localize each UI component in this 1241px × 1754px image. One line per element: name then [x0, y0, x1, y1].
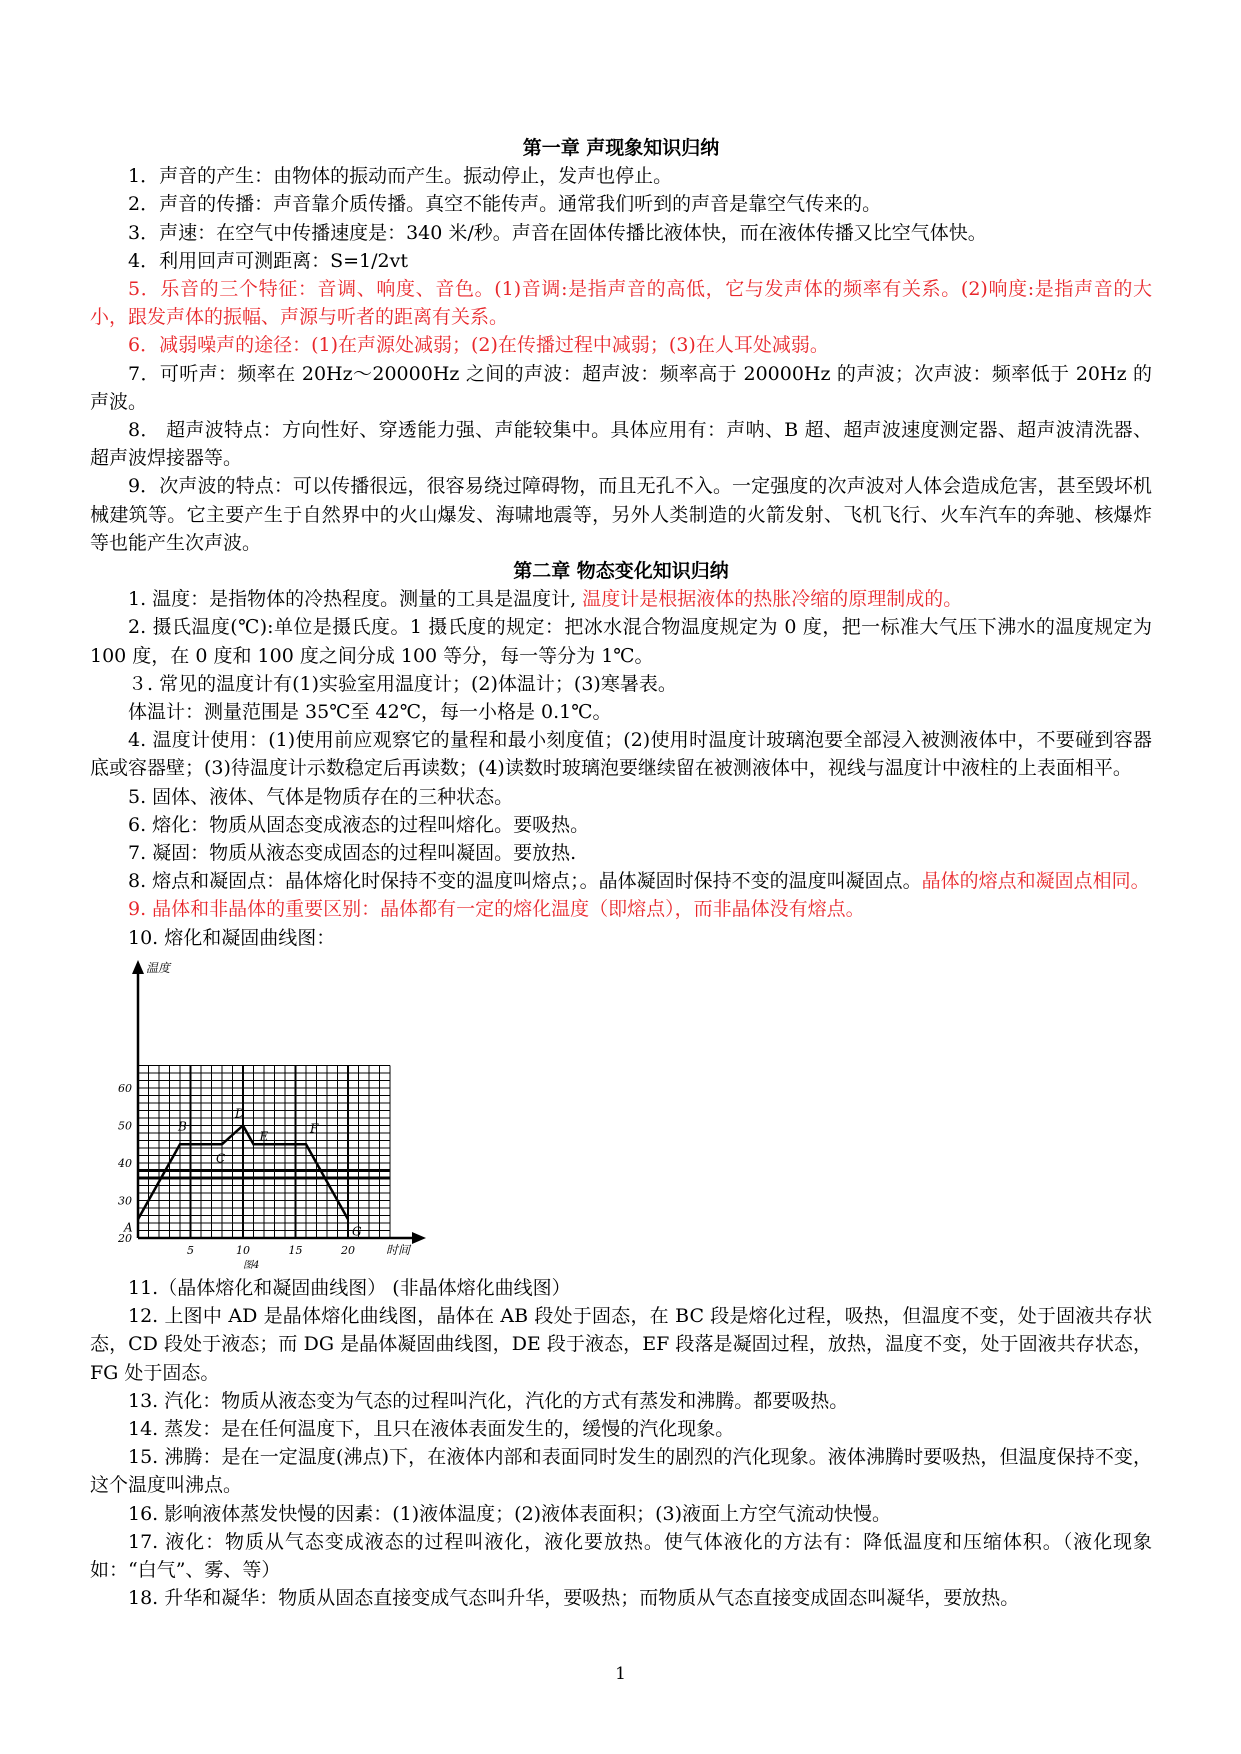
curve-point-label: F: [310, 1121, 319, 1136]
ch2-para-1-highlight: 温度计是根据液体的热胀冷缩的原理制成的。: [582, 588, 963, 611]
ch2-para-6: 6. 熔化：物质从固态变成液态的过程叫熔化。要吸热。: [128, 813, 590, 836]
x-axis-arrow-icon: [412, 1232, 426, 1244]
curve-point-label: B: [178, 1119, 187, 1134]
curve-point-label: G: [352, 1224, 362, 1239]
ch2-para-8: [90, 867, 1152, 895]
chart-caption: 图4: [243, 1259, 260, 1270]
x-tick-label: 5: [187, 1243, 194, 1257]
y-tick-label: 30: [118, 1194, 132, 1208]
ch2-para-3: ３. 常见的温度计有(1)实验室用温度计；(2)体温计；(3)寒暑表。: [128, 672, 677, 695]
ch2-para-15: 15. 沸腾：是在一定温度(沸点)下，在液体内部和表面同时发生的剧烈的汽化现象。液体沸腾时要吸热，但温度保持不变，这个温度叫沸点。: [90, 1446, 1152, 1497]
ch1-para-1: 1．声音的产生：由物体的振动而产生。振动停止，发声也停止。: [128, 165, 673, 188]
ch1-para-7: 7．可听声：频率在 20Hz～20000Hz 之间的声波：超声波：频率高于 20000Hz 的声波；次声波：频率低于 20Hz 的声波。: [90, 362, 1152, 413]
ch1-para-4: 4．利用回声可测距离：S=1/2vt: [128, 249, 408, 272]
chapter2-title: 第二章 物态变化知识归纳: [513, 560, 729, 583]
y-tick-label: 40: [118, 1156, 132, 1170]
document-body: [90, 134, 1152, 1612]
x-tick-label: 10: [236, 1243, 250, 1257]
ch2-para-14: 14. 蒸发：是在任何温度下，且只在液体表面发生的，缓慢的汽化现象。: [128, 1417, 735, 1440]
chart-xlabel: 时间: [386, 1242, 411, 1257]
y-tick-label: 20: [118, 1231, 132, 1245]
ch2-para-8-text: 8. 熔点和凝固点：晶体熔化时保持不变的温度叫熔点；。晶体凝固时保持不变的温度叫凝固点。: [128, 870, 922, 893]
melting-curve-chart: [118, 958, 548, 1270]
ch2-para-2: 2. 摄氏温度(℃):单位是摄氏度。1 摄氏度的规定：把冰水混合物温度规定为 0 度，把一标准大气压下沸水的温度规定为 100 度，在 0 度和 100 度之间分成 100 等分，每一等分为 1℃。: [90, 616, 1152, 667]
x-tick-label: 15: [288, 1243, 303, 1257]
ch2-para-4: 4. 温度计使用：(1)使用前应观察它的量程和最小刻度值；(2)使用时温度计玻璃泡要全部浸入被测液体中，不要碰到容器底或容器壁；(3)待温度计示数稳定后再读数；(4)读数时玻璃泡要继续留在被测液体中，视线与温度计中液柱的上表面相平。: [90, 729, 1152, 780]
chart-ylabel: 温度: [146, 960, 171, 975]
ch2-para-8-highlight: 晶体的熔点和凝固点相同。: [921, 870, 1150, 893]
x-tick-label: 20: [341, 1243, 355, 1257]
ch2-para-1-text: 1. 温度：是指物体的冷热程度。测量的工具是温度计,: [128, 588, 583, 611]
curve-point-label: C: [216, 1151, 226, 1166]
melting-curve-figure: [90, 954, 1152, 1274]
ch2-para-7: 7. 凝固：物质从液态变成固态的过程叫凝固。要放热.: [128, 842, 577, 865]
curve-point-label: E: [259, 1129, 269, 1144]
ch2-para-11: 11.（晶体熔化和凝固曲线图） (非晶体熔化曲线图）: [128, 1276, 571, 1299]
y-tick-label: 60: [118, 1081, 132, 1095]
ch1-para-2: 2．声音的传播：声音靠介质传播。真空不能传声。通常我们听到的声音是靠空气传来的。: [128, 193, 882, 216]
ch2-para-5: 5. 固体、液体、气体是物质存在的三种状态。: [128, 785, 514, 808]
curve-point-label: A: [124, 1220, 133, 1235]
ch1-para-3: 3．声速：在空气中传播速度是：340 米/秒。声音在固体传播比液体快，而在液体传播又比空气体快。: [128, 221, 987, 244]
ch2-para-13: 13. 汽化：物质从液态变为气态的过程叫汽化，汽化的方式有蒸发和沸腾。都要吸热。: [128, 1389, 849, 1412]
page-number: 1: [615, 1664, 626, 1684]
ch1-para-6: 6．减弱噪声的途径：(1)在声源处减弱；(2)在传播过程中减弱；(3)在人耳处减弱。: [128, 334, 829, 357]
chapter1-title: 第一章 声现象知识归纳: [522, 137, 720, 159]
ch1-para-8: 8． 超声波特点：方向性好、穿透能力强、声能较集中。具体应用有：声呐、B 超、超声波速度测定器、超声波清洗器、超声波焊接器等。: [90, 419, 1152, 470]
ch1-para-9: 9．次声波的特点：可以传播很远，很容易绕过障碍物，而且无孔不入。一定强度的次声波对人体会造成危害，甚至毁坏机械建筑等。它主要产生于自然界中的火山爆发、海啸地震等，另外人类制造的火箭发射、飞机飞行、火车汽车的奔驰、核爆炸等也能产生次声波。: [90, 475, 1152, 554]
y-axis-arrow-icon: [132, 960, 144, 974]
ch2-para-17: 17. 液化：物质从气态变成液态的过程叫液化，液化要放热。使气体液化的方法有：降低温度和压缩体积。（液化现象如：“白气”、雾、等）: [90, 1530, 1152, 1581]
ch2-para-9: 9. 晶体和非晶体的重要区别：晶体都有一定的熔化温度（即熔点），而非晶体没有熔点。: [128, 898, 865, 921]
ch2-para-10: 10. 熔化和凝固曲线图：: [128, 926, 336, 949]
y-tick-label: 50: [118, 1119, 132, 1133]
ch2-para-16: 16. 影响液体蒸发快慢的因素：(1)液体温度；(2)液体表面积；(3)液面上方空气流动快慢。: [128, 1502, 891, 1525]
ch1-para-5: 5．乐音的三个特征：音调、响度、音色。(1)音调:是指声音的高低，它与发声体的频率有关系。(2)响度:是指声音的大小，跟发声体的振幅、声源与听者的距离有关系。: [90, 278, 1152, 329]
curve-point-label: D: [235, 1106, 245, 1121]
ch2-para-1: [90, 585, 1152, 613]
ch2-para-3b: 体温计：测量范围是 35℃至 42℃，每一小格是 0.1℃。: [128, 701, 612, 724]
ch2-para-12: 12. 上图中 AD 是晶体熔化曲线图，晶体在 AB 段处于固态，在 BC 段是熔化过程，吸热，但温度不变，处于固液共存状态，CD 段处于液态；而 DG 是晶体凝固曲线图，DE 段于液态，EF 段落是凝固过程，放热，温度不变，处于固液共存状态，FG 处于固态。: [90, 1305, 1152, 1384]
ch2-para-18: 18. 升华和凝华：物质从固态直接变成气态叫升华，要吸热；而物质从气态直接变成固态叫凝华，要放热。: [128, 1587, 1020, 1610]
